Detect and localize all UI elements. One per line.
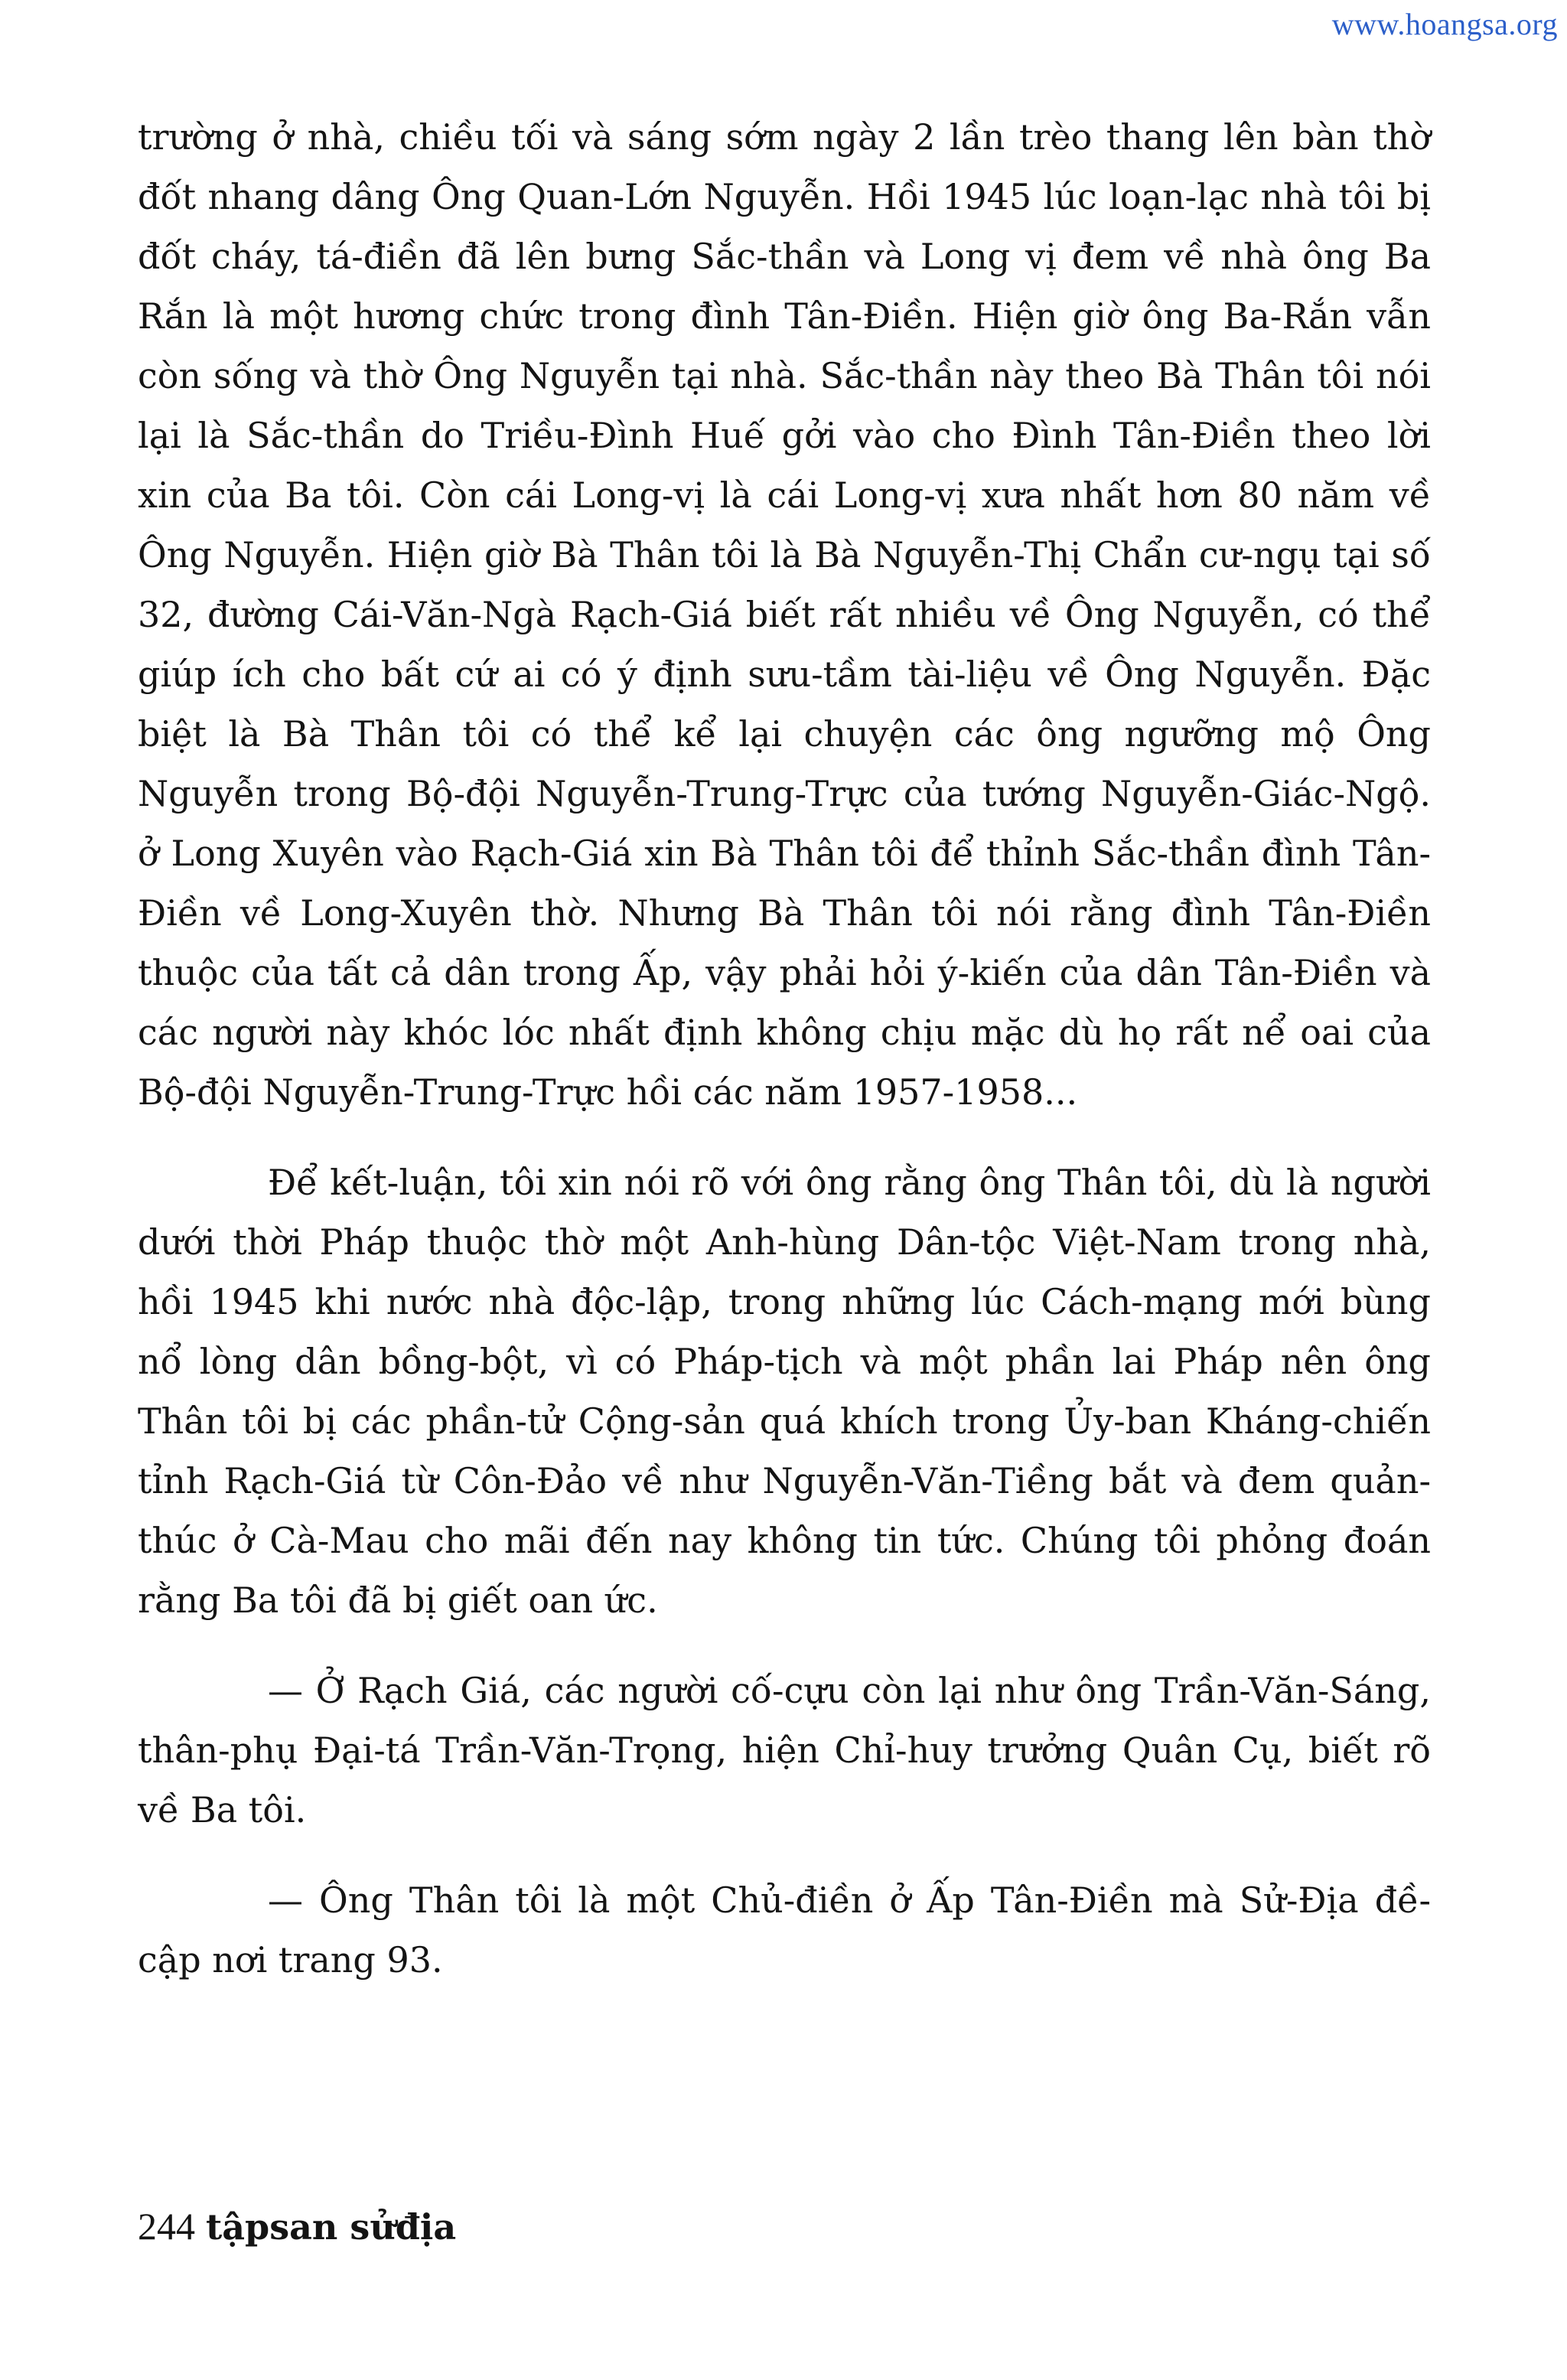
- paragraph-4: — Ông Thân tôi là một Chủ-điền ở Ấp Tân-Điền mà Sử-Địa đề-cập nơi trang 93.: [138, 1880, 1431, 1981]
- paragraph-2: Để kết-luận, tôi xin nói rõ với ông rằng ông Thân tôi, dù là người dưới thời Pháp thuộc thờ một Anh-hùng Dân-tộc Việt-Nam trong nhà, hồi 1945 khi nước nhà độc-lập, trong những lúc Cách-mạng mới bùng nổ lòng dân bồng-bột, vì có Pháp-tịch và một phần lai Pháp nên ông Thân tôi bị các phần-tử Cộng-sản quá khích trong Ủy-ban Kháng-chiến tỉnh Rạch-Giá từ Côn-Đảo về như Nguyễn-Văn-Tiềng bắt và đem quản-thúc ở Cà-Mau cho mãi đến nay không tin tức. Chúng tôi phỏng đoán rằng Ba tôi đã bị giết oan ức.: [138, 1162, 1431, 1621]
- publication-name: tậpsan sửđịa: [206, 2206, 457, 2248]
- watermark-url[interactable]: www.hoangsa.org: [1331, 7, 1558, 41]
- page-number: 244: [138, 2205, 195, 2248]
- paragraph-3: — Ở Rạch Giá, các người cố-cựu còn lại như ông Trần-Văn-Sáng, thân-phụ Đại-tá Trần-Văn-Trọng, hiện Chỉ-huy trưởng Quân Cụ, biết rõ về Ba tôi.: [138, 1670, 1431, 1831]
- paragraph-1: trường ở nhà, chiều tối và sáng sớm ngày 2 lần trèo thang lên bàn thờ đốt nhang dâng Ông Quan-Lớn Nguyễn. Hồi 1945 lúc loạn-lạc nhà tôi bị đốt cháy, tá-điền đã lên bưng Sắc-thần và Long vị đem về nhà ông Ba Rắn là một hương chức trong đình Tân-Điền. Hiện giờ ông Ba-Rắn vẫn còn sống và thờ Ông Nguyễn tại nhà. Sắc-thần này theo Bà Thân tôi nói lại là Sắc-thần do Triều-Đình Huế gởi vào cho Đình Tân-Điền theo lời xin của Ba tôi. Còn cái Long-vị là cái Long-vị xưa nhất hơn 80 năm về Ông Nguyễn. Hiện giờ Bà Thân tôi là Bà Nguyễn-Thị Chẩn cư-ngụ tại số 32, đường Cái-Văn-Ngà Rạch-Giá biết rất nhiều về Ông Nguyễn, có thể giúp ích cho bất cứ ai có ý định sưu-tầm tài-liệu về Ông Nguyễn. Đặc biệt là Bà Thân tôi có thể kể lại chuyện các ông ngưỡng mộ Ông Nguyễn trong Bộ-đội Nguyễn-Trung-Trực của tướng Nguyễn-Giác-Ngộ. ở Long Xuyên vào Rạch-Giá xin Bà Thân tôi để thỉnh Sắc-thần đình Tân-Điền về Long-Xuyên thờ. Nhưng Bà Thân tôi nói rằng đình Tân-Điền thuộc của tất cả dân trong Ấp, vậy phải hỏi ý-kiến của dân Tân-Điền và các người này khóc lóc nhất định không chịu mặc dù họ rất nể oai của Bộ-đội Nguyễn-Trung-Trực hồi các năm 1957-1958...: [138, 116, 1431, 1113]
- page-body: [138, 107, 1431, 1990]
- page-footer: [138, 2204, 456, 2248]
